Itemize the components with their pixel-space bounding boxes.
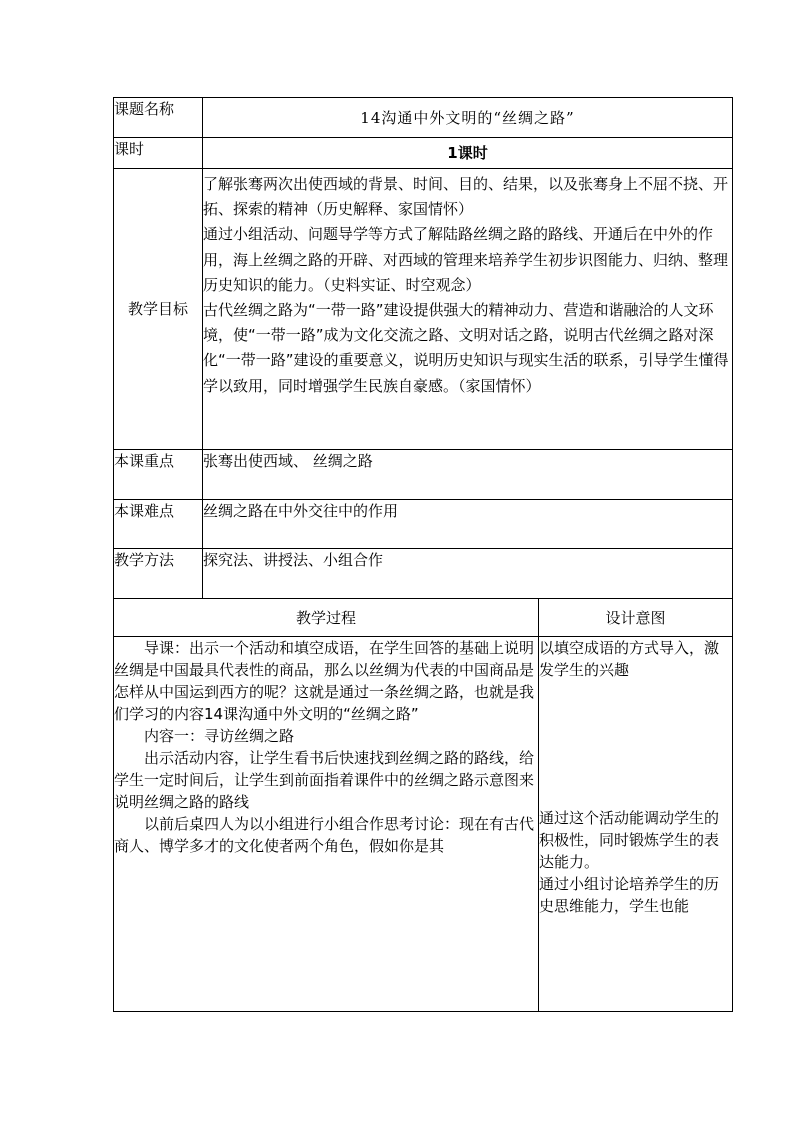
row-hours <box>114 138 733 169</box>
intent-cell <box>539 637 733 1012</box>
key-points-label: 本课重点 <box>114 450 203 500</box>
lesson-plan-table <box>113 97 733 1012</box>
intent-1: 以填空成语的方式导入，激发学生的兴趣 <box>539 639 720 679</box>
goal-1: 了解张骞两次出使西域的背景、时间、目的、结果，以及张骞身上不屈不挠、开拓、探索的精神（历史解释、家国情怀） <box>203 175 729 219</box>
goals-cell <box>203 169 733 450</box>
process-paragraph-1: 导课：出示一个活动和填空成语，在学生回答的基础上说明丝绸是中国最具代表性的商品，那么以丝绸为代表的中国商品是怎样从中国运到西方的呢？这就是通过一条丝绸之路，也就是我们学习的内容14课沟通中外文明的“丝绸之路” <box>114 639 535 723</box>
process-header: 教学过程 <box>114 599 539 637</box>
lesson-title: 14沟通中外文明的“丝绸之路” <box>203 98 733 138</box>
intent-2: 通过这个活动能调动学生的积极性，同时锻炼学生的表达能力。 <box>539 809 720 871</box>
row-difficulty <box>114 500 733 549</box>
key-points-value: 张骞出使西域、 丝绸之路 <box>203 450 733 500</box>
row-process-header <box>114 599 733 637</box>
methods-value: 探究法、讲授法、小组合作 <box>203 549 733 599</box>
process-cell <box>114 637 539 1012</box>
methods-label: 教学方法 <box>114 549 203 599</box>
process-paragraph-3: 出示活动内容，让学生看书后快速找到丝绸之路的路线，给学生一定时间后，让学生到前面指着课件中的丝绸之路示意图来说明丝绸之路的路线 <box>114 749 535 811</box>
difficulty-label: 本课难点 <box>114 500 203 549</box>
title-label: 课题名称 <box>114 98 203 138</box>
goal-3: 古代丝绸之路为“一带一路”建设提供强大的精神动力、营造和谐融洽的人文环境，使“一带一路”成为文化交流之路、文明对话之路，说明古代丝绸之路对深化“一带一路”建设的重要意义，说明历史知识与现实生活的联系，引导学生懂得学以致用，同时增强学生民族自豪感。（家国情怀） <box>203 301 729 395</box>
row-methods <box>114 549 733 599</box>
goals-label: 教学目标 <box>114 169 203 450</box>
hours-label: 课时 <box>114 138 203 169</box>
goal-2: 通过小组活动、问题导学等方式了解陆路丝绸之路的路线、开通后在中外的作用，海上丝绸之路的开辟、对西域的管理来培养学生初步识图能力、归纳、整理历史知识的能力。（史料实证、时空观念） <box>203 225 729 294</box>
intent-3: 通过小组讨论培养学生的历史思维能力，学生也能 <box>539 875 720 915</box>
row-goals <box>114 169 733 450</box>
process-paragraph-4: 以前后桌四人为以小组进行小组合作思考讨论：现在有古代商人、博学多才的文化使者两个角色，假如你是其 <box>114 815 535 855</box>
difficulty-value: 丝绸之路在中外交往中的作用 <box>203 500 733 549</box>
row-process <box>114 637 733 1012</box>
intent-header: 设计意图 <box>539 599 733 637</box>
row-title <box>114 98 733 138</box>
process-paragraph-2: 内容一：寻访丝绸之路 <box>144 727 295 745</box>
row-key-points <box>114 450 733 500</box>
hours-value: 1课时 <box>203 138 733 169</box>
